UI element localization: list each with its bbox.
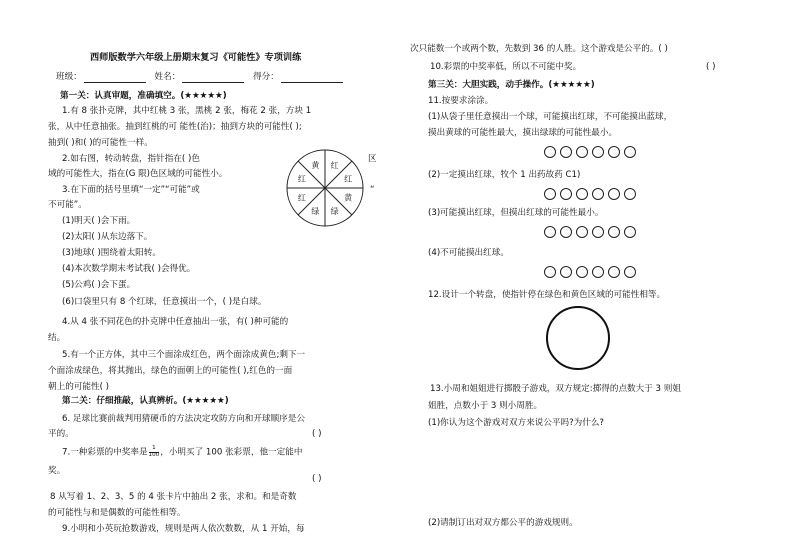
question-11-1-line-2: 摸出黄球的可能性最大，摸出绿球的可能性最小。 — [428, 128, 618, 138]
ball-circle[interactable] — [624, 266, 636, 278]
question-7-text-post: ，小明买了 100 张彩票，他一定能中 — [160, 447, 303, 458]
question-2-tail: 区 — [368, 154, 377, 164]
question-3-item: (3)地球( )围绕着太阳转。 — [62, 248, 161, 258]
question-6-answer-paren: ( ) — [312, 429, 322, 439]
ball-circle[interactable] — [560, 226, 572, 238]
section-3-header: 第三关：大胆实践，动手操作。(★★★★★) — [428, 80, 595, 90]
question-13-line-2: 姐胜，点数小于 3 则小周胜。 — [428, 401, 543, 411]
question-11-2: (2)一定摸出红球，牧个 1 出药故药 C1) — [428, 170, 581, 180]
question-6-line-1: 6. 足球比赛前裁判用猜硬币的方法决定攻防方向和开球顺序是公 — [62, 414, 305, 424]
question-5-line-3: 朝上的可能性( ) — [48, 382, 109, 392]
ball-circle[interactable] — [624, 188, 636, 200]
question-11-4: (4)不可能摸出红球。 — [428, 248, 509, 258]
fraction-denominator: 100 — [148, 451, 160, 458]
question-13-1: (1)你认为这个游戏对双方来说公平吗?为什么? — [428, 418, 604, 428]
ball-circle[interactable] — [544, 146, 556, 158]
ball-row-2 — [544, 188, 636, 200]
probability-fraction — [149, 446, 160, 458]
score-field[interactable] — [281, 73, 343, 83]
question-9-line-2: 次只能数一个或两个数，先数到 36 的人胜。这个游戏是公平的。( ) — [410, 44, 668, 54]
ball-circle[interactable] — [560, 188, 572, 200]
question-13-2: (2)请制订出对双方都公平的游戏规则。 — [428, 518, 578, 528]
score-label: 得分： — [253, 72, 279, 82]
spinner-sector-label: 红 — [297, 174, 306, 184]
spinner-sector-label: 红 — [330, 160, 339, 170]
class-field[interactable] — [84, 73, 146, 83]
question-7-line-1 — [62, 446, 302, 458]
ball-circle[interactable] — [576, 266, 588, 278]
spinner-sector-label: 黄 — [344, 193, 353, 203]
question-3-item: (2)太阳( )从东边落下。 — [62, 232, 153, 242]
question-11: 11.按要求涂涂。 — [428, 96, 494, 106]
question-3-item: (6)口袋里只有 8 个红球，任意摸出一个，( )是白球。 — [62, 297, 267, 307]
question-10-answer-paren: ( ) — [706, 62, 716, 72]
spinner-sector-label: 黄 — [311, 160, 320, 170]
question-3-item: (1)明天( )会下雨。 — [62, 216, 136, 226]
ball-circle[interactable] — [576, 146, 588, 158]
blank-spinner-circle[interactable] — [546, 306, 610, 370]
question-8-line-1: 8 从写着 1、2、3、5 的 4 张卡片中抽出 2 张，求和。和是奇数 — [50, 492, 297, 502]
ball-row-3 — [544, 226, 636, 238]
spinner-sector-label: 绿 — [311, 207, 320, 217]
question-2-line-2: 域的可能性大，指在(G 限)色区域的可能性小。 — [48, 169, 228, 179]
ball-circle[interactable] — [624, 226, 636, 238]
question-4-line-1: 4.从 4 张不同花色的扑克牌中任意抽出一张，有( )种可能的 — [62, 317, 289, 327]
right-column — [410, 0, 760, 560]
section-2-header: 第二关：仔细推敲，认真辨析。(★★★★★) — [62, 396, 229, 406]
question-7-line-2: 奖。 — [48, 466, 66, 476]
question-11-3: (3)可能摸出红球，但摸出红球的可能性最小。 — [428, 208, 604, 218]
question-4-line-2: 结。 — [48, 333, 66, 343]
spinner-sector-label: 绿 — [330, 207, 339, 217]
ball-circle[interactable] — [592, 266, 604, 278]
ball-circle[interactable] — [560, 146, 572, 158]
ball-circle[interactable] — [592, 188, 604, 200]
name-label: 姓名： — [154, 72, 181, 82]
ball-circle[interactable] — [608, 266, 620, 278]
ball-circle[interactable] — [624, 146, 636, 158]
spinner-sector-label: 红 — [297, 193, 306, 203]
ball-circle[interactable] — [560, 266, 572, 278]
ball-circle[interactable] — [576, 226, 588, 238]
question-12: 12.设计一个转盘，使指针停在绿色和黄色区域的可能性相等。 — [428, 290, 666, 300]
question-8-line-2: 的可能性与和是偶数的可能性相等。 — [48, 508, 186, 518]
question-3-line-1: 3.在下面的括号里填“一定”“可能”或 — [62, 185, 200, 195]
ball-circle[interactable] — [592, 146, 604, 158]
question-3-item: (5)公鸡( )会下蛋。 — [62, 280, 136, 290]
student-info-row — [56, 72, 349, 83]
question-1-line-1: 1.有 8 张扑克牌，其中红桃 3 张，黑桃 2 张，梅花 2 张，方块 1 — [62, 106, 312, 116]
question-3-tail: “ — [370, 185, 375, 195]
question-3-line-2: 不可能”。 — [48, 200, 87, 210]
class-label: 班级： — [56, 72, 82, 82]
ball-circle[interactable] — [576, 188, 588, 200]
ball-circle[interactable] — [608, 188, 620, 200]
ball-row-1 — [544, 146, 636, 158]
question-6-line-2: 平的。 — [48, 429, 74, 439]
question-3-item: (4)本次数学期末考试我( )会得优。 — [62, 264, 196, 274]
question-9-line-1: 9.小明和小英玩抢数游戏，规则是两人依次数数，从 1 开始，每 — [62, 524, 305, 534]
spinner-dividers — [287, 150, 363, 226]
question-1-line-2: 张，从中任意抽张。抽到红桃的可 能性(治)；抽到方块的可能性( ); — [48, 122, 302, 132]
question-5-line-1: 5.有一个正方体，其中三个面涂成红色，两个面涂成黄色;剩下一 — [62, 350, 306, 360]
question-2-line-1: 2.如右图，转动转盘，指针指在( )色 — [62, 154, 200, 164]
fraction-numerator: 1 — [149, 446, 160, 453]
question-13-line-1: 13.小周和姐姐进行掷骰子游戏，双方规定:掷得的点数大于 3 则姐 — [430, 384, 681, 394]
question-1-line-3: 抽到( )和( )的可能性一样。 — [48, 138, 153, 148]
ball-circle[interactable] — [608, 226, 620, 238]
question-7-answer-paren: ( ) — [312, 474, 322, 484]
worksheet-title: 西师版数学六年级上册期末复习《可能性》专项训练 — [90, 52, 302, 63]
spinner-figure — [283, 146, 367, 230]
section-1-header: 第一关：认真审题，准确填空。(★★★★★) — [60, 91, 227, 101]
left-column — [48, 0, 377, 560]
name-field[interactable] — [182, 73, 244, 83]
ball-circle[interactable] — [544, 266, 556, 278]
ball-circle[interactable] — [592, 226, 604, 238]
ball-circle[interactable] — [544, 188, 556, 200]
question-10: 10.彩票的中奖率低，所以不可能中奖。 — [430, 62, 582, 72]
question-5-line-2: 个面涂成绿色，将其抛出，绿色的面朝上的可能性( ),红色的一面 — [48, 366, 293, 376]
question-7-text-pre: 7.一种彩票的中奖率是 — [62, 447, 148, 458]
ball-row-4 — [544, 266, 636, 278]
ball-circle[interactable] — [544, 226, 556, 238]
spinner-sector-label: 红 — [344, 174, 353, 184]
question-11-1-line-1: (1)从袋子里任意摸出一个球，可能摸出红球，不可能摸出蓝球， — [428, 112, 673, 122]
ball-circle[interactable] — [608, 146, 620, 158]
